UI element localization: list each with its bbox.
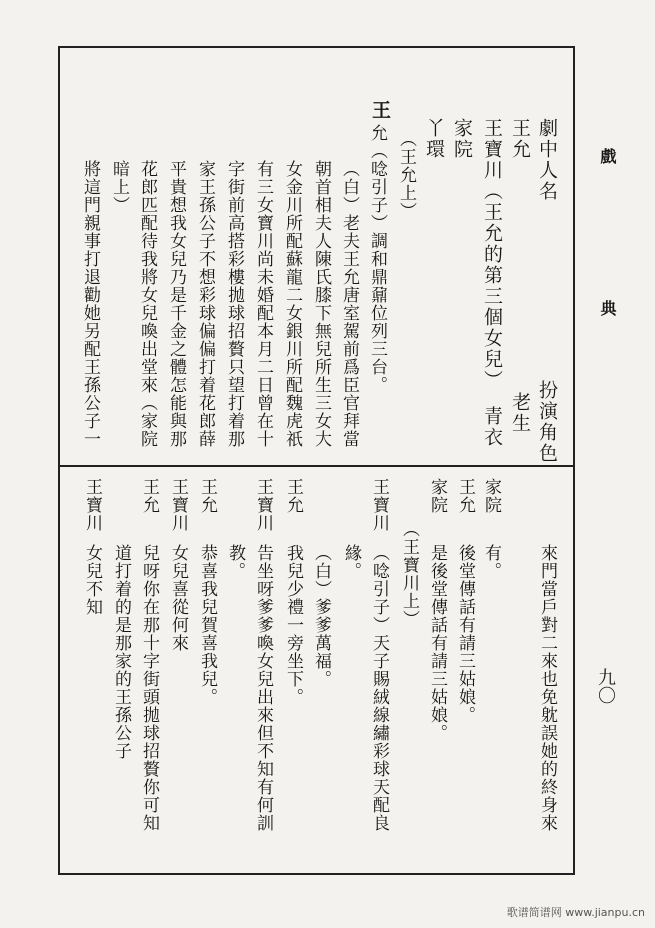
cast-name: 丫環 (423, 118, 445, 160)
script-line: 將這門親事打退勸她另配王孫公子一 (80, 160, 100, 448)
stage-direction: （王允上） (396, 130, 416, 220)
page-number: 九〇 (595, 668, 616, 704)
script-line: 家王孫公子不想彩球偏偏打着花郎薛 (195, 160, 215, 448)
script-line: 恭喜我兒賀喜我兒。 (197, 544, 217, 706)
speaker: 王允 (139, 478, 159, 514)
speaker: 王允 (197, 478, 217, 514)
header-book: 戲 (598, 148, 617, 164)
script-line: 有。 (481, 544, 501, 580)
speaker: 王允 (455, 478, 475, 514)
script-line: 允（唸引子）調和鼎鼐位列三台。 (367, 124, 387, 394)
script-line: 平貴想我女兒乃是千金之體怎能與那 (166, 160, 186, 448)
section-divider (58, 465, 575, 467)
cast-name: 王允 (509, 118, 531, 160)
script-line: 朝首相夫人陳氏膝下無兒所生三女大 (311, 160, 331, 448)
script-line: 字街前高搭彩樓拋球招贅只望打着那 (224, 160, 244, 448)
script-line: （白）老夫王允唐室駕前爲臣官拜當 (339, 160, 359, 448)
script-line: 道打着的是那家的王孫公子 (111, 544, 131, 760)
script-line: 女兒不知 (82, 544, 102, 616)
script-line: 緣。 (341, 544, 361, 580)
stage-direction: （王寶川上） (399, 520, 419, 628)
speaker: 王寶川 (168, 478, 188, 532)
speaker: 王 (369, 100, 391, 121)
header-title: 典 (598, 300, 617, 316)
script-line: （唸引子）天子賜絨線繡彩球天配良 (369, 544, 389, 832)
cast-name: 家院 (451, 118, 473, 160)
speaker: 王寶川 (369, 478, 389, 532)
script-line: 我兒少禮一旁坐下。 (283, 544, 303, 706)
speaker: 王允 (283, 478, 303, 514)
script-line: 兒呀你在那十字街頭拋球招贅你可知 (139, 544, 159, 832)
script-line: 後堂傳話有請三姑娘。 (455, 544, 475, 724)
script-line: （白）爹爹萬福。 (311, 544, 331, 688)
script-line: 告坐呀爹爹喚女兒出來但不知有何訓 (253, 544, 273, 832)
cast-role: 老生 (509, 392, 531, 434)
script-line: 來門當戶對二來也免躭誤她的終身來 (537, 544, 557, 832)
script-line: 暗上） (109, 160, 129, 214)
script-line: 女兒喜從何來 (168, 544, 188, 652)
watermark: 歌谱简谱网 www.jianpu.cn (506, 906, 645, 919)
script-line: 是後堂傳話有請三姑娘。 (427, 544, 447, 742)
heading-characters: 劇中人名 (536, 118, 558, 202)
speaker: 王寶川 (253, 478, 273, 532)
cast-role: 青衣 (481, 406, 503, 448)
script-line: 有三女寶川尚未婚配本月二日曾在十 (253, 160, 273, 448)
speaker: 家院 (481, 478, 501, 514)
heading-roles: 扮演角色 (536, 380, 558, 464)
script-line: 花郎匹配待我將女兒喚出堂來（家院 (137, 160, 157, 448)
script-line: 教。 (225, 544, 245, 580)
speaker: 王寶川 (82, 478, 102, 532)
cast-name: 王寶川（王允的第三個女兒） (481, 118, 503, 391)
speaker: 家院 (427, 478, 447, 514)
script-line: 女金川所配蘇龍二女銀川所配魏虎祇 (282, 160, 302, 448)
